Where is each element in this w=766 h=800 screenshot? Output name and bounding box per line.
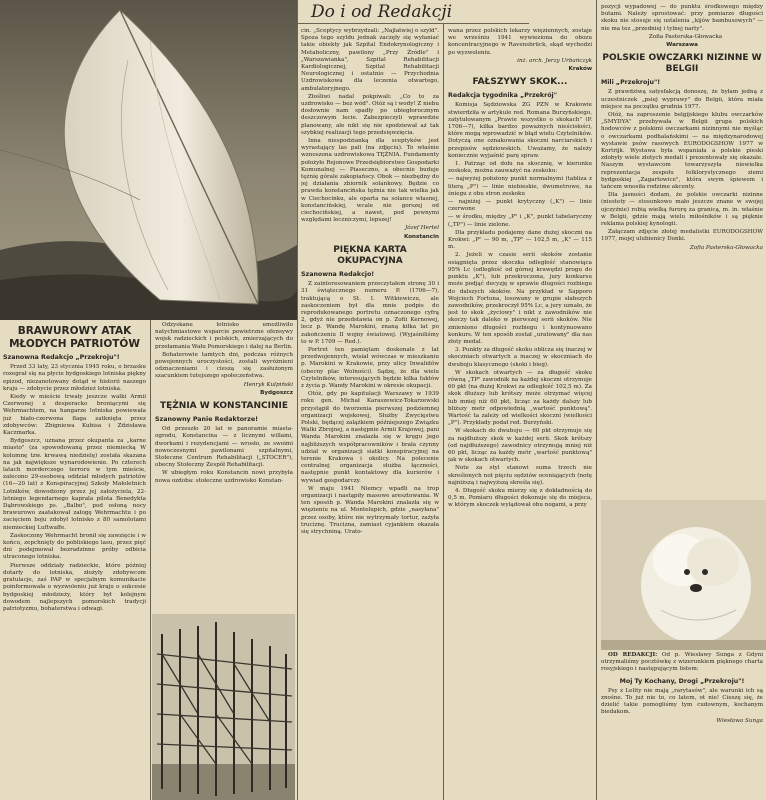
editor-reply xyxy=(601,652,763,800)
paragraph: 2. Jeżeli w czasie serii skoków zostanie osiągnięta przez skoczka odległość stanowiąca 95% Lc (odległość od górnej krawędzi progu do punktu „K"), lub przekroczona, jury konkursu może podjąć decyzję w sprawie długości rozbiegu do dalszych skoków. Na przykład w Sapporo Wojciech Fortuna, losowany w grupie słabszych zawodników, przekroczył 95% Lc, a jury uznało, że jest to skok „życiowy" i nikt z zawodników nie skoczy tak daleko w pierwszej serii skoków. Nie zmieniono długości rozbiegu i kontynuowano konkurs. W ten sposób został „uratowany" dla nas złoty medal. xyxy=(448,252,592,345)
author-signature: Henryk Kulpiński xyxy=(243,381,293,388)
paragraph: Zaskoczony Wehrmacht bronił się zawzięcie i w końcu, zepchnięty do pobliskiego lasu, przez pięć dni podejmował bezradzinne próby odbicia utraconego lotniska. xyxy=(3,532,146,561)
photo-lowland-sheepdog xyxy=(601,500,766,650)
paragraph: W skokach otwartych — za długość skoku równą „TP" zawodnik na każdej skoczni otrzymuje 60 pkt (na dużej Krokwi za odległość 102,5 m). Za skok dłuższy lub krótszy może otrzymać więcej lub mniej niż 60 pkt, licząc za każdy dalszy lub bliższy metr odpowiednią „wartość punktową". Wartość ta zależy od wielkości skoczni (wielkości „P"). Przykłady podał red. Burzyński. xyxy=(448,369,592,427)
article-column-2 xyxy=(155,322,293,622)
author-place: Konstancin xyxy=(403,233,439,240)
author-signature: Zofia Pasterska-Głowacka xyxy=(689,244,763,251)
paragraph: Dla przykładu podajemy dane dużej skoczni na Krokwi: „P" — 90 m, „TP" — 102,5 m, „K" — 115 m. xyxy=(448,229,592,251)
article-title: POLSKIE OWCZARKI NIZINNE W BELGII xyxy=(602,53,762,75)
reply-heading: OD REDAKCJI: xyxy=(608,652,658,658)
article-title: FAŁSZYWY SKOK... xyxy=(472,77,568,88)
article-salutation: Szanowna Redakcjo! xyxy=(301,270,375,278)
paragraph: Przed 33 laty, 23 stycznia 1945 roku, o brzasku rozegrał się na płycie bydgoskiego lotniska piękny epizod, niezanotowany dotąd w historii naszego kraju — zdobycie przez młodzież lotniska. xyxy=(3,364,146,392)
paragraph: — najwyżej położony punkt normalnymi (tabliza z literą „P") — linie niebieskie, dwumetrowe, na śniegu z obu stron zeskoku xyxy=(448,176,592,197)
paragraph: Dla jasności dodam, że polskie owczarki nizinne (niestety — stosunkowo mało jeszcze znane w swojej ojczyźnie) robią wielką furorę za granicą, m. in. właśnie w Belgii, gdzie mają wielu miłośników i są pięknie reklama polskiej kynologii. xyxy=(601,192,763,228)
paragraph: Od przeszło 20 lat w panoramie miasta-ogrodu, Konstancina — z licznymi willami, dworkami i rezydencjami — wrosło, ze swoimi nowoczesnymi pawilonami szpitalnymi, Stołeczne Centrum Rehabilitacji („STOCER"), obecny Stołeczny Zespół Rehabilitacji. xyxy=(155,426,293,469)
paragraph: Otóż, gdy po kapitulacji Warszawy w 1939 roku gen. Michał Karaszewicz-Tokarzewski przystąpił do tworzenia pierwszej podziemnej organizacji wojskowej, Służby Zwycięstwu Polski, będącej zalążkiem późniejszego Związku Walki Zbrojnej, a następnie Armii Krajowej, pani Wanda Marokini znalazła się w kręgu jego najbliższych współpracowników i brała czynny udział w organizacji siatki konspiracyjnej na terenie Krakowa i okolicy. Na polecenie centralnej organizacja służba łączności, następnie punkt kontaktowy dla kurierów i wywiad gospodarczy. xyxy=(301,391,439,484)
paragraph: 4. Długość skoku mierzy się z dokładnością do 0,5 m. Pomiaru długości dokonuje się do miejsca, w którym skoczek wylądował obu nogami, a przy xyxy=(448,487,592,509)
author-place: Bydgoszcz xyxy=(260,389,293,396)
article-salutation: Mili „Przekroju"! xyxy=(601,79,661,87)
paragraph: Inna niespodzianką dla sceptyków jest wyrastający las pali (na zdjęciu). To właśnie wznoszona uzdrowiskowa TĘŻNIA. Fundamenty położyło Rejonowe Przedsiębiorstwo Gospodarki Komunalnej — Piaseczno, a obecnie buduje tężnię górale zakopiańscy. Obok — niezbędny do jej działania zbiornik solankowy. Będzie co prawda konstancińska tężnia nie tak wielka jak w Ciechocinku, ale oparta na solance własnej, konstancińskiej, wcale nie gorszej od ciechocińskiej, a nawet, pod pewnymi względami leczniczymi, lepszej! xyxy=(301,138,439,224)
paragraph: Bydgoszcz, uznana przez okupanta za „karne miasto" (za spowodowaną przez niemiecką W kolumnę tzw. krwawą niedzielę) została skazana na jak największe wynarodowienie. Po czterech latach morderczego terroru w tym mieście, zalecono 29-osobową oddział młodych patriotów (16—20 lat) z Konspiracyjnej Szkoły Małoletnich Lotników, dowodzony przez jej założyciela, 22-letniego legendarnego kaprala pilota Benedykta Dąbrowskiego ps. „Balbo", pod osłoną nocy brawurowo zaatakował załogę Wehrmachtu i po zacięciem boju zdobył lotnisko z 80 samolotami niemieckiej Luftwaffe. xyxy=(3,438,146,531)
author-signature: Wiesława Sunga xyxy=(716,717,763,724)
paragraph: Z zainteresowaniem przeczytałem stronę 30 i 31 świątecznego numeru P. (1706—7), traktującą o St. I. Witkiewiczu, ale zaskoczeniem był dla mnie podpis do reprodukowanego portretu oznaczonego cyfrą 2, gdyż nie przedstawia on p. Zofii Kernowej, lecz p. Wandę Marokini, znaną kiłka lat po zakończeniu II wojny światowej. (Wyjaśniliśmy to w P. 1709 — Red.). xyxy=(301,281,439,345)
paragraph: pozycji wypadowej — do punktu środkowego między butami. Należy sprostować: przy pomiarze długości skoku nie stosuje się ustalenia „kijów bambusowych" — nie ma tez „przedniej i tylnej narty". xyxy=(601,4,763,32)
article-column-3 xyxy=(301,28,439,800)
author-place: Kraków xyxy=(568,66,592,73)
paragraph: Kiedy w mieście trwały jeszcze walki Armii Czerwonej z desperacko broniącymi się Wehrmachtem, na hangarze lotniska powiewała już biało-czerwona flaga zatknięta przez zdobywców: Zbigniewa Kubisa i Zdzisława Kaczmarka. xyxy=(3,394,146,437)
column-rule xyxy=(297,0,298,800)
paragraph: cin. „Sceptycy wybrzydzali: „Najlatwiej o szyld". Spoza tego szyldu jednak zaczęły się wyłaniać takie obiekty jak Szpital Endokrynologiczny i Metaboliczny, pawilony „Przy Źródle" i „Warszawianka", Szpital Rehabilitacji Kardiologicznej, Szpital Rehabilitacji Neurologicznej i ostatnio — Przychodnia Uzdrowiskowa dla leczenia otwartego, ambulatoryjnego. xyxy=(301,28,439,92)
paragraph: — najniżej — punkt krytyczny („K") — linie czerwone xyxy=(448,199,592,213)
author-signature: Józef Hertel xyxy=(405,225,439,232)
column-rule xyxy=(443,24,444,800)
reply-salutation: Moj Ty Kochany, Drogi „Przekroju"! xyxy=(619,677,745,685)
paragraph: Z prawdziwą satysfakcją donoszę, że byłam jedną z uczestniczek „psiej wyprawy" do Belgii, która miała miejsce na początku grudnia 1977. xyxy=(601,89,763,110)
paragraph: Portret ten pamiętam doskonale z lat przedwojennych, wisiał wówczas w mieszkaniu p. Marokini w Krakowie, przy ulicy Inwalidów (obecny plac Wolności). Sądzę, że dla wielu Czytelników, interesujących będzie kilka faktów z życia p. Wandy Marokini w okresie okupacji. xyxy=(301,346,439,389)
paragraph: Pierwsze oddziały radzieckie, które później dotarły do lotniska, złożyły zdobywcom gratulacje, zaś PAP w specjalnym komunikacie poinformowała o wyzwoleniu już kraju o sukcesie bydgoskiej młodzieży, który był kolejnym dowodem najlepszych pomorskich tradycji patriotyzmu, bohaterstwa i odwagi. xyxy=(3,562,146,612)
article-column-4 xyxy=(448,28,592,800)
article-salutation: Szanowny Panie Redaktorze! xyxy=(155,416,258,424)
paragraph: Psy z Lelity nie mają „rarytasów", ale warunki ich są znośne. To już nie to, co latem, ot nie! Cieszę się, że dzielić takie pomogliśmy tym cudownym, kochanym biedakom. xyxy=(601,687,763,716)
paragraph: — w środku, między „P" i „K", punkt tabelaryczny („TP") — linie zielone. xyxy=(448,214,592,228)
paragraph: Note za styl stanowi suma trzech nie skreślonych not pięciu sędziów oceniających (notę najniższą i najwyższą skreśla się). xyxy=(448,465,592,486)
paragraph: Bohaterowie tamtych dni, podczas różnych powojennych uroczystości, zostali wyróżnieni odznaczeniami i cieszą się zasłużonym szacunkiem tutejszego społeczeństwa. xyxy=(155,351,293,380)
article-column-1 xyxy=(3,322,146,800)
reply-text: Od p. Wiesławy Sunga z Gdyni otrzymaliśmy pocztówkę z wizerunkiem pięknego charta rosyjskiego i następującym listem: xyxy=(601,652,763,673)
photo-graduation-tower xyxy=(152,614,295,800)
paragraph: Załączam zdjęcie złotej medalistki EURODOGSHOW 1977, mojej ulubienicy Donki. xyxy=(601,229,763,243)
author-signature: Zofia Pasterska-Głowacka xyxy=(648,33,723,40)
article-salutation: Redakcja tygodnika „Przekrój" xyxy=(448,92,557,100)
author-place: Warszawa xyxy=(666,42,698,49)
paragraph: Złośliwi nadal pokpiwali: „Co to za uzdrowisko — bez wód". Otóż są i wody! Z niebu dosłownie nam spadły po ubiegłorocznym deszczowym lecie. Zabezpieczyli wprawdzie planowany, ale nikt się nie spodziewał aż tak szybkiej realizacji tego przedsięwzięcia. xyxy=(301,93,439,136)
paragraph: Otóż, na zaproszenie belgijskiego klubu owczarków „SMYDYA" przebywała w Belgii grupa polskich hodowców z polskimi owczarkami nizinnymi nie myśląc o owczarkami podhalańskimi — na międzynarodowej wystawie psów rasowych EURODOGSHOW 1977 w Kortrijk. Wystawa była wspaniała a polskie pieski zdobyły wiele złotych medali i prezentowały się okazale. Naszym wystawcom towarzyszyła niewielka reprezentacja zespołu folklorystycznego ziemi bydgoskiej „Zagartowice", która swym śpiewem i tańcem wnosiła rodzime akcenty. xyxy=(601,112,763,191)
photo-sail xyxy=(0,0,297,320)
article-column-5 xyxy=(601,4,763,504)
paragraph: 1. Patrząc od dołu na skocznię, w kierunku zeskoku, można zauważyć na zeskoku: xyxy=(448,161,592,175)
paragraph: W ubiegłym roku Konstancin nowi przybyła nowa ozdoba: stołeczne uzdrowisko Konstan- xyxy=(155,470,293,484)
column-rule xyxy=(150,320,151,800)
column-rule xyxy=(596,0,597,800)
article-title: PIĘKNA KARTA OKUPACYJNA xyxy=(333,244,407,266)
paragraph: W skokach do dwuboju — 60 pkt otrzymuje się za najdłuższy skok w każdej serii. Skok krótszy (od najdłuższego) zawodnicy otrzymują mniej niż 60 pkt, licząc za każdy metr „wartość punktową" jak w skokach otwartych. xyxy=(448,428,592,464)
article-title: TĘŻNIA W KONSTANCINIE xyxy=(159,401,288,412)
paragraph: wana przez polskich lekarzy więziennych, zostaje we wrześniu 1941 wywieziona do obozu koncentracyjnego w Ravensbrück, skąd wychodzi po wyzwoleniu. xyxy=(448,28,592,56)
article-title: BRAWUROWY ATAK MŁODYCH PATRIOTÓW xyxy=(9,325,140,350)
section-masthead: Do i od Redakcji xyxy=(297,0,529,24)
article-salutation: Szanowna Redakcjo „Przekroju"! xyxy=(3,354,120,361)
paragraph: Odzyskane lotnisko umożliwiło natychmiastowe wsparcie powietrzne ofensywy wojsk radzieckich i polskich, zmierzających do przełamania Wału Pomorskiego i dalej na Berlin. xyxy=(155,322,293,350)
paragraph: W maju 1941 Niemcy wpadli na trop organizacji i nastąpiły masowe aresztowania. W ten sposób p. Wanda Marokini znalazła się w więzieniu na ul. Montelupich, gdzie „nasyłana" przez osoby, które nie wytrzymały tortur, zażyła truciznę. Trucizna, zamiast cyjankiem okazała się strychniną. Urato- xyxy=(301,485,439,535)
paragraph: 3. Punkty za długość skoku oblicza się inaczej w skoczniach otwartych a inaczej w skoczniach do dwuboju klasycznego (skoki i bieg). xyxy=(448,347,592,368)
author-signature: inż. arch. Jerzy Urbańczyk xyxy=(517,57,592,64)
paragraph: Komisja Sędziowska ZG PZN w Krakowie stwierdziła w artykule red. Romana Burzyńskiego, zatytułowanym „Prawie wszystko o skokach" (P. 1706—7), kilka bardzo poważnych nieścisłości, które mogą wprowadzić w błąd wielu Czytelników. Dotyczą one oznakowania skoczni narciarskich i przepisów sędziowskich. Uważamy, że należy koniecznie wyjaśnić parę spraw. xyxy=(448,102,592,159)
